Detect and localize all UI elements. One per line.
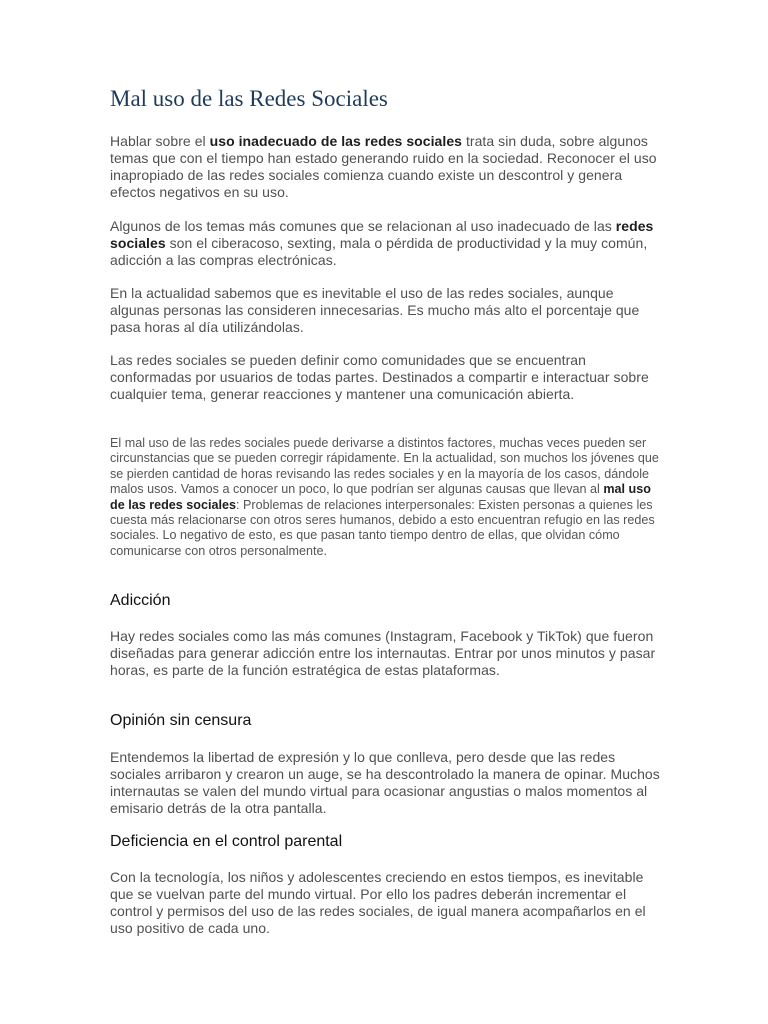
page-title: Mal uso de las Redes Sociales [110,86,388,111]
paragraph-common-topics-text-a: Algunos de los temas más comunes que se relacionan al uso inadecuado de las [110,218,616,234]
paragraph-control-parental: Con la tecnología, los niños y adolescentes creciendo en estos tiempos, es inevitable que se vuelvan parte del mundo virtual. Por ello los padres deberán incrementar el control y permisos del uso de las redes sociales, de igual manera acompañarlos en el uso positivo de cada uno. [110,869,646,936]
paragraph-intro-text-a: Hablar sobre el [110,133,210,149]
paragraph-adiccion: Hay redes sociales como las más comunes (Instagram, Facebook y TikTok) que fueron diseñadas para generar adicción entre los internautas. Entrar por unos minutos y pasar horas, es parte de la función estratégica de estas plataformas. [110,628,656,678]
paragraph-common-topics [110,218,660,269]
paragraph-causes-text-a: El mal uso de las redes sociales puede derivarse a distintos factores, muchas veces pueden ser circunstancias que se pueden corregir rápidamente. En la actualidad, son muchos los jóvenes que se pierden cantidad de horas revisando las redes sociales y en la mayoría de los casos, dándole malos usos. Vamos a conocer un poco, lo que podrían ser algunas causas que llevan al [110,436,659,497]
paragraph-intro-text-c: trata sin duda, sobre algunos temas que con el tiempo han estado generando ruido en la sociedad. Reconocer el uso inapropiado de las redes sociales comienza cuando existe un descontrol y genera efectos negativos en su uso. [110,133,657,200]
paragraph-current-use: En la actualidad sabemos que es inevitable el uso de las redes sociales, aunque algunas personas las consideren innecesarias. Es mucho más alto el porcentaje que pasa horas al día utilizándolas. [110,285,640,335]
paragraph-intro [110,133,660,201]
heading-adiccion: Adicción [110,592,171,609]
heading-control-parental: Deficiencia en el control parental [110,833,343,850]
paragraph-opinion: Entendemos la libertad de expresión y lo que conlleva, pero desde que las redes sociales arribaron y crearon un auge, se ha descontrolado la manera de opinar. Muchos internautas se valen del mundo virtual para ocasionar angustias o malos momentos al emisario detrás de la otra pantalla. [110,749,660,816]
heading-opinion: Opinión sin censura [110,712,252,729]
paragraph-causes-bold: mal uso de las redes sociales [110,482,651,512]
paragraph-causes [110,436,662,559]
paragraph-common-topics-bold: redes sociales [110,218,654,251]
paragraph-common-topics-text-c: son el ciberacoso, sexting, mala o pérdida de productividad y la muy común, adicción a las compras electrónicas. [110,235,648,268]
paragraph-causes-text-c: : Problemas de relaciones interpersonales: Existen personas a quienes les cuesta más relacionarse con otros seres humanos, debido a esto encuentran refugio en las redes sociales. Lo negativo de esto, es que pasan tanto tiempo dentro de ellas, que olvidan cómo comunicarse con otros personalmente. [110,497,655,558]
paragraph-definition: Las redes sociales se pueden definir como comunidades que se encuentran conformadas por usuarios de todas partes. Destinados a compartir e interactuar sobre cualquier tema, generar reacciones y mantener una comunicación abierta. [110,352,649,402]
paragraph-intro-bold: uso inadecuado de las redes sociales [209,133,462,149]
